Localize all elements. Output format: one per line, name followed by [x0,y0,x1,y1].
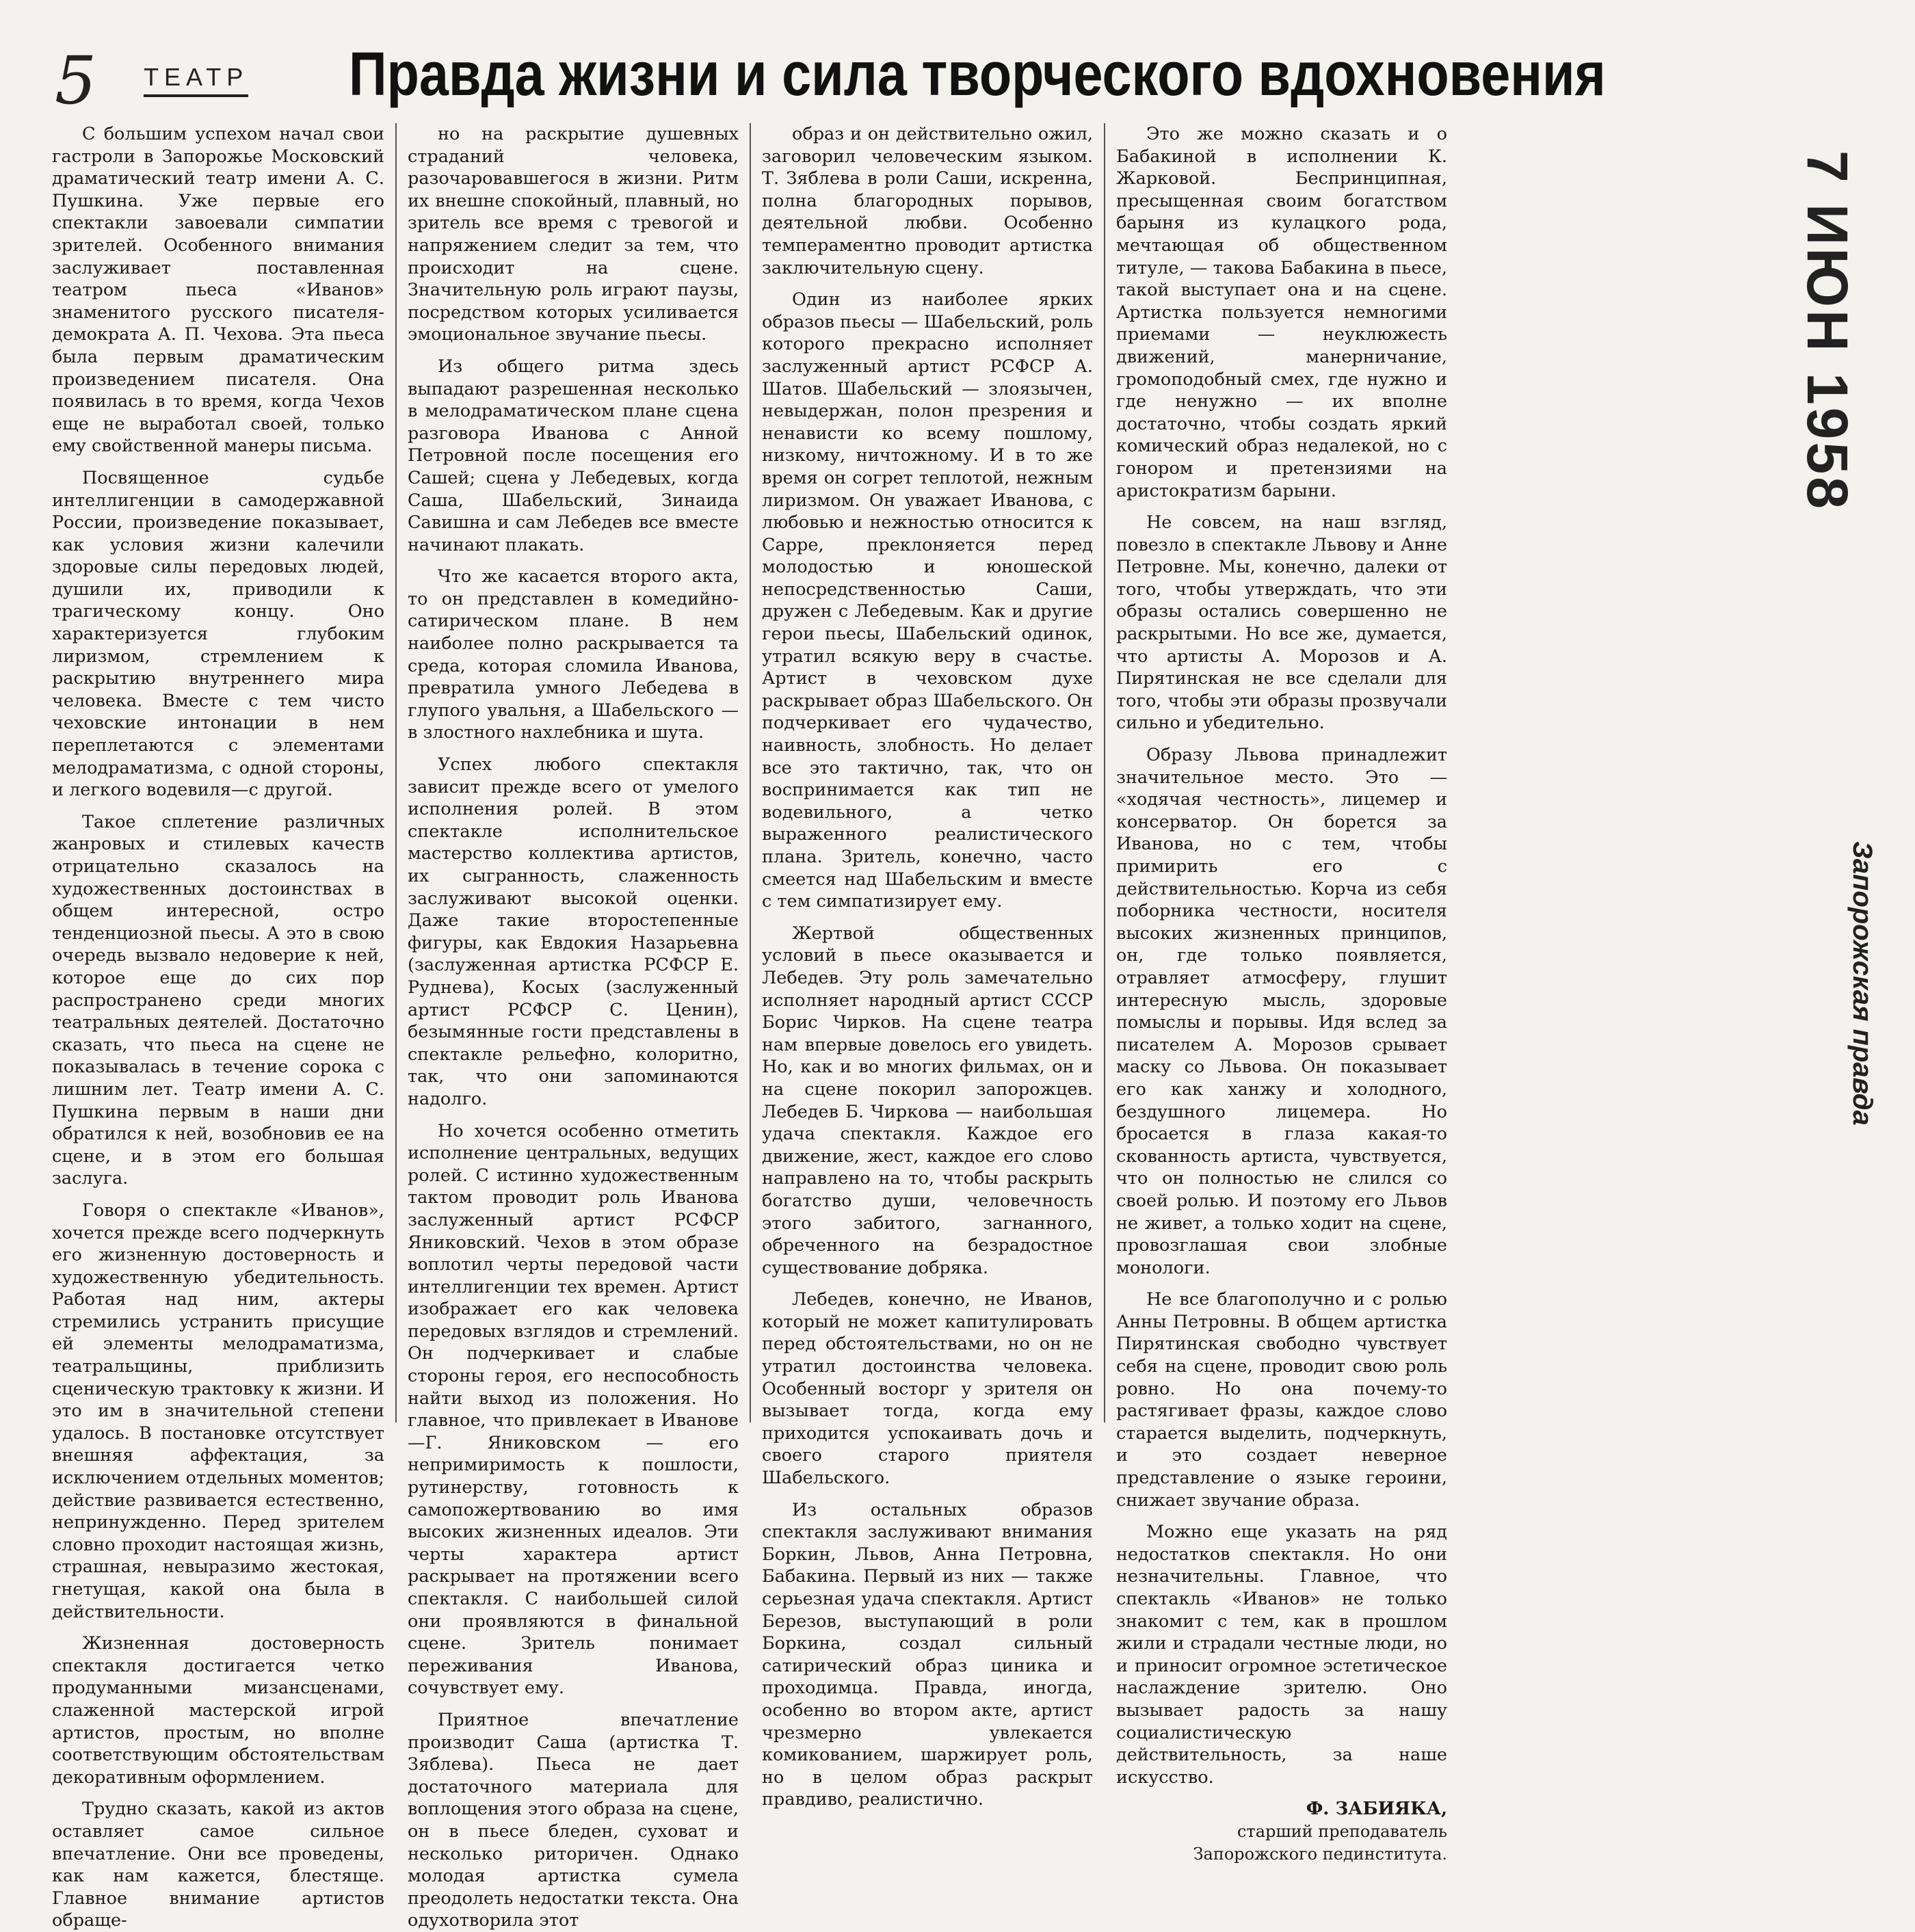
paragraph: Говоря о спектакле «Иванов», хочется прежде всего подчеркнуть его жизненную достоверность и художественную убедительность. Работая над ним, актеры стремились устранить присущие ей элементы мелодраматизма, театральщины, приблизить сценическую трактовку к жизни. И это им в значительной степени удалось. В постановке отсутствует внешняя аффектация, за исключением отдельных моментов; действие развивается естественно, непринужденно. Перед зрителем словно проходит настоящая жизнь, страшная, невыразимо жестокая, гнетущая, какой она была в действительности. [52,1200,384,1622]
paragraph: Образу Львова принадлежит значительное место. Это — «ходячая честность», лицемер и консерватор. Он борется за Иванова, но с тем, чтобы примирить его с действительностью. Корча из себя поборника честности, носителя высоких жизненных принципов, он, где только появляется, отравляет атмосферу, глушит интересную мысль, здоровые помыслы и порывы. Идя вслед за писателем А. Морозов срывает маску со Львова. Он показывает его как ханжу и холодного, бездушного лицемера. Но бросается в глаза какая-то скованность артиста, чувствуется, что он полностью не слился со своей ролью. И поэтому его Львов не живет, а только ходит на сцене, провозглашая свои злобные монологи. [1116,745,1447,1278]
text-column-3 [750,123,1104,1810]
paragraph: Можно еще указать на ряд недостатков спектакля. Но они незначительны. Главное, что спектакль «Иванов» не только знакомит с тем, как в прошлом жили и страдали честные люди, но и приносит огромное эстетическое наслаждение зрителю. Оно вызывает радость за нашу социалистическую действительность, за наше искусство. [1116,1522,1447,1788]
paragraph: Жертвой общественных условий в пьесе оказывается и Лебедев. Эту роль замечательно исполняет народный артист СССР Борис Чирков. На сцене театра нам впервые довелось его увидеть. Но, как и во многих фильмах, он и на сцене покорил запорожцев. Лебедев Б. Чиркова — наибольшая удача спектакля. Каждое его движение, жест, каждое его слово направлено на то, чтобы раскрыть богатство души, человечность этого забитого, загнанного, обреченного на безрадостное существование добряка. [762,923,1093,1278]
paragraph: Что же касается второго акта, то он представлен в комедийно-сатирическом плане. В нем наиболее полно раскрывается та среда, которая сломила Иванова, превратила умного Лебедева в глупого увальня, а Шабельского — в злостного нахлебника и шута. [408,566,739,743]
paragraph: Лебедев, конечно, не Иванов, который не может капитулировать перед обстоятельствами, но он не утратил достоинства человека. Особенный восторг у зрителя он вызывает тогда, когда ему приходится успокаивать дочь и своего старого приятеля Шабельского. [762,1289,1093,1489]
paragraph: Это же можно сказать и о Бабакиной в исполнении К. Жарковой. Беспринципная, пресыщенная своим богатством барыня из кулацкого рода, мечтающая об общественном титуле, — такова Бабакина в пьесе, такой выступает она и на сцене. Артистка пользуется немногими приемами — неуклюжесть движений, манерничание, громоподобный смех, где нужно и где ненужно — их вполне достаточно, чтобы создать яркий комический образ недалекой, но с гонором и претензиями на аристократизм барыни. [1116,124,1447,501]
paragraph: Из общего ритма здесь выпадают разрешенная несколько в мелодраматическом плане сцена разговора Иванова с Анной Петровной после посещения его Сашей; сцена у Лебедевых, когда Саша, Шабельский, Зинаида Савишна и сам Лебедев все вместе начинают плакать. [408,356,739,555]
author-name: Ф. ЗАБИЯКА, [1306,1799,1447,1820]
article-headline: Правда жизни и сила творческого вдохновения [349,40,1606,109]
text-column-1 [41,123,395,1931]
section-rubric: ТЕАТР [144,63,248,97]
paragraph: Трудно сказать, какой из актов оставляет самое сильное впечатление. Они все проведены, как нам кажется, блестяще. Главное внимание артистов обраще- [52,1799,384,1931]
paragraph: образ и он действительно ожил, заговорил человеческим языком. Т. Зяблева в роли Саши, искренна, полна благородных порывов, деятельной любви. Особенно темпераментно проводит артистка заключительную сцену. [762,124,1093,278]
paragraph: С большим успехом начал свои гастроли в Запорожье Московский драматический театр имени А. С. Пушкина. Уже первые его спектакли завоевали симпатии зрителей. Особенного внимания заслуживает поставленная театром пьеса «Иванов» знаменитого русского писателя-демократа А. П. Чехова. Эта пьеса была первым драматическим произведением писателя. Она появилась в то время, когда Чехов еще не выработал своей, только ему свойственной манеры письма. [52,124,384,457]
paragraph: Один из наиболее ярких образов пьесы — Шабельский, роль которого прекрасно исполняет заслуженный артист РСФСР А. Шатов. Шабельский — злоязычен, невыдержан, полон презрения и ненависти ко всему пошлому, низкому, ничтожному. И в то же время он согрет теплотой, нежным лиризмом. Он уважает Иванова, с любовью и нежностью относится к Сарре, преклоняется перед молодостью и юношеской непосредственностью Саши, дружен с Лебедевым. Как и другие герои пьесы, Шабельский одинок, утратил всякую веру в счастье. Артист в чеховском духе раскрывает образ Шабельского. Он подчеркивает его чудачество, наивность, злобность. Но делает все это тактично, так, что он воспринимается как тип не водевильного, а четко выраженного реалистического плана. Зритель, конечно, часто смеется над Шабельским и вместе с тем симпатизирует ему. [762,289,1093,912]
paragraph: Не совсем, на наш взгляд, повезло в спектакле Львову и Анне Петровне. Мы, конечно, далеки от того, чтобы утверждать, что эти образы остались совершенно не раскрытыми. Но все же, думается, что артисты А. Морозов и А. Пирятинская не все сделали для того, чтобы эти образы прозвучали сильно и убедительно. [1116,512,1447,734]
paragraph: Из остальных образов спектакля заслуживают внимания Боркин, Львов, Анна Петровна, Бабакина. Первый из них — также серьезная удача спектакля. Артист Березов, выступающий в роли Боркина, создал сильный сатирический образ циника и проходимца. Правда, иногда, особенно во втором акте, артист чрезмерно увлекается комикованием, шаржирует роль, но в целом образ раскрыт правдиво, реалистично. [762,1499,1093,1810]
paragraph: но на раскрытие душевных страданий человека, разочаровавшегося в жизни. Ритм их внешне спокойный, плавный, но зритель все время с тревогой и напряжением следит за тем, что происходит на сцене. Значительную роль играют паузы, посредством которых усиливается эмоциональное звучание пьесы. [408,124,739,345]
handwritten-page-number: 5 [55,42,97,119]
paragraph: Посвященное судьбе интеллигенции в самодержавной России, произведение показывает, как условия жизни калечили здоровые силы передовых людей, душили их, приводили к трагическому концу. Оно характеризуется глубоким лиризмом, стремлением к раскрытию внутреннего мира человека. Вместе с тем чисто чеховские интонации в нем переплетаются с элементами мелодраматизма, с одной стороны, и легкого водевиля—с другой. [52,467,384,801]
article-body [41,123,1812,1931]
date-stamp: 7 ИЮН 1958 [1795,150,1860,512]
paragraph: Приятное впечатление производит Саша (артистка Т. Зяблева). Пьеса не дает достаточного материала для воплощения этого образа на сцене, он в пьесе бледен, суховат и несколько риторичен. Однако молодая артистка сумела преодолеть недостатки текста. Она одухотворила этот [408,1709,739,1931]
paragraph: Успех любого спектакля зависит прежде всего от умелого исполнения ролей. В этом спектакле исполнительское мастерство коллектива артистов, их сыгранность, слаженность заслуживают высокой оценки. Даже такие второстепенные фигуры, как Евдокия Назарьевна (заслуженная артистка РСФСР Е. Руднева), Косых (заслуженный артист РСФСР С. Ценин), безымянные гости представлены в спектакле рельефно, колоритно, так, что они запоминаются надолго. [408,754,739,1109]
newspaper-stamp: Запорожская правда [1847,841,1877,1126]
paragraph: Но хочется особенно отметить исполнение центральных, ведущих ролей. С истинно художественным тактом проводит роль Иванова заслуженный артист РСФСР Яниковский. Чехов в этом образе воплотил черты передовой части интеллигенции тех времен. Артист изображает его как человека передовых взглядов и стремлений. Он подчеркивает и слабые стороны героя, его неспособность найти выход из положения. Но главное, что привлекает в Иванове—Г. Яниковском — его непримиримость к пошлости, рутинерству, готовность к самопожертвованию во имя высоких жизненных идеалов. Эти черты характера артист раскрывает на протяжении всего спектакля. С наибольшей силой они проявляются в финальной сцене. Зритель понимает переживания Иванова, сочувствует ему. [408,1120,739,1699]
paragraph: Такое сплетение различных жанровых и стилевых качеств отрицательно сказалось на художественных достоинствах в общем интересной, остро тенденциозной пьесы. А это в свою очередь вызвало недоверие к ней, которое еще до сих пор распространено среди многих театральных деятелей. Достаточно сказать, что пьеса на сцене не показывалась в течение сорока с лишним лет. Театр имени А. С. Пушкина первым в наши дни обратился к ней, возобновив ее на сцене, и в этом его большая заслуга. [52,811,384,1189]
paragraph: Жизненная достоверность спектакля достигается четко продуманными мизансценами, слаженной мастерской игрой артистов, простым, но вполне соответствующим обстоятельствам декоративным оформлением. [52,1633,384,1788]
author-signature [1116,1798,1447,1865]
text-column-2 [395,123,750,1931]
paragraph: Не все благополучно и с ролью Анны Петровны. В общем артистка Пирятинская свободно чувствует себя на сцене, проводит свою роль ровно. Но она почему-то растягивает фразы, каждое слово старается выделить, подчеркнуть, и это создает неверное представление о языке героини, снижает звучание образа. [1116,1289,1447,1511]
text-column-4 [1104,123,1458,1864]
author-role: старший преподаватель Запорожского пединститута. [1193,1821,1447,1864]
